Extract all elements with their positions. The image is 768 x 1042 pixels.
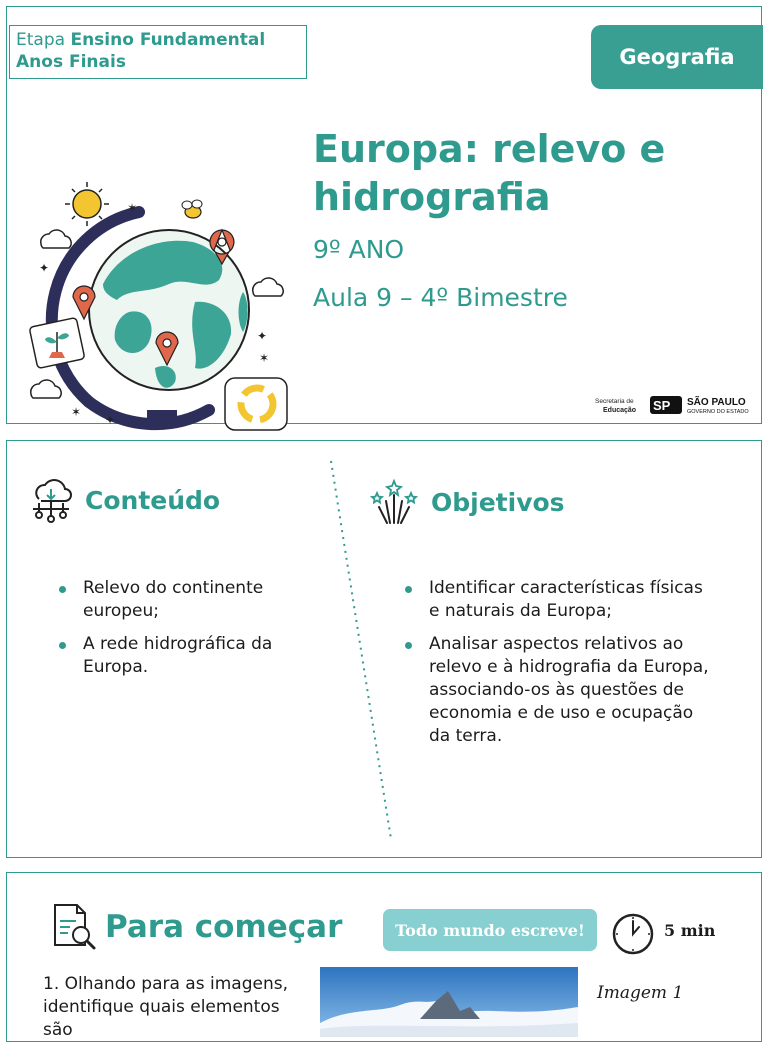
recycle-icon [225,378,287,430]
lesson-label: Aula 9 – 4º Bimestre [313,283,568,312]
lesson-title: Europa: relevo e hidrografia [313,127,666,219]
image-caption: Imagem 1 [597,983,684,1003]
objectives-heading: Objetivos [431,487,565,517]
content-objectives-slide [6,440,762,858]
content-heading-row [29,477,220,523]
svg-text:✶: ✶ [259,351,270,365]
subject-tab: Geografia [591,25,763,89]
stage-prefix: Etapa [16,30,66,50]
grade-label: 9º ANO [313,235,405,264]
logo-state-line1: SÃO PAULO [687,397,746,408]
svg-text:SP: SP [653,398,671,413]
warmup-slide [6,872,762,1042]
bee-icon [182,200,202,218]
logo-secretaria-line1: Secretaria de [595,398,634,405]
clock-icon [611,911,655,955]
cover-slide [6,6,762,427]
stage-line2: Anos Finais [16,52,126,72]
section-title: Para começar [105,909,343,945]
stage-line1: Ensino Fundamental [70,30,266,50]
objective-item: Analisar aspectos relativos ao relevo e à hidrografia da Europa, associando-os às questões de economia e de uso e ocupação da terra. [401,633,711,748]
globe-illustration [19,172,289,427]
sp-government-logo [595,393,753,417]
objective-item: Identificar características físicas e naturais da Europa; [401,577,711,623]
activity-badge: Todo mundo escreve! [383,909,597,951]
logo-state-line2: GOVERNO DO ESTADO [687,409,749,415]
svg-text:✶: ✶ [127,201,138,215]
cloud-network-icon [29,477,73,523]
column-divider [327,459,407,843]
duration-label: 5 min [664,921,716,940]
svg-text:✶: ✶ [71,405,82,419]
document-search-icon [49,903,97,951]
question-text: 1. Olhando para as imagens, identifique quais elementos são [43,974,288,1040]
sun-icon [65,182,109,226]
content-list [55,577,325,689]
mountain-photo [320,967,578,1037]
svg-text:✦: ✦ [105,413,116,427]
svg-text:✦: ✦ [257,329,268,343]
content-item: A rede hidrográfica da Europa. [55,633,325,679]
objectives-list [401,577,711,758]
svg-text:✦: ✦ [39,261,50,275]
plant-icon [29,317,85,368]
stage-box [9,25,307,79]
logo-secretaria-line2: Educação [603,407,637,414]
content-item: Relevo do continente europeu; [55,577,325,623]
content-heading: Conteúdo [85,485,221,515]
